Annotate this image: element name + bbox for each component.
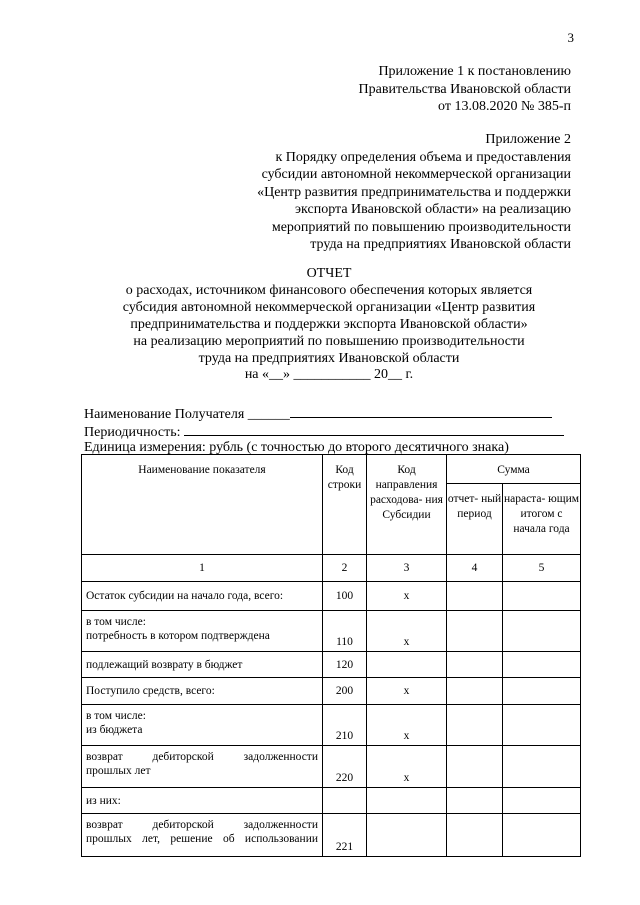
page-number: 3: [567, 30, 574, 45]
appendix-2-line: к Порядку определения объема и предоставления: [275, 149, 571, 165]
report-title-line: ОТЧЕТ: [306, 266, 352, 281]
row-label: из них:: [82, 788, 323, 814]
row-direction: [367, 814, 447, 857]
cell-period: [447, 678, 503, 705]
header-row-code: Код строки: [323, 455, 367, 555]
row-code: 221: [323, 814, 367, 857]
row-label-line: в том числе:: [86, 616, 146, 628]
recipient-label: Наименование Получателя ______: [84, 407, 290, 422]
row-direction: x: [367, 582, 447, 611]
header-cumulative: нараста- ющим итогом с начала года: [503, 484, 581, 555]
appendix-2-header: [257, 131, 571, 254]
table-row: [82, 582, 581, 611]
appendix-2-line: экспорта Ивановской области» на реализацию: [295, 202, 571, 217]
row-label-line: в том числе:: [86, 710, 146, 722]
report-title-line: предпринимательства и поддержки экспорта Ивановской области»: [130, 316, 528, 332]
table-row: [82, 746, 581, 788]
appendix-2-line: «Центр развития предпринимательства и поддержки: [257, 184, 571, 200]
row-label-line: потребность в котором подтверждена: [86, 630, 270, 642]
report-title: [0, 266, 640, 384]
row-direction: x: [367, 678, 447, 705]
table-row: [82, 678, 581, 705]
recipient-field: [84, 405, 552, 423]
table-row: [82, 705, 581, 746]
report-title-line: на реализацию мероприятий по повышению производительности: [133, 333, 525, 349]
appendix-2-line: субсидии автономной некоммерческой организации: [261, 167, 571, 182]
row-direction: x: [367, 746, 447, 788]
row-code: 210: [323, 705, 367, 746]
row-label-line: возврат дебиторской задолженности: [86, 751, 318, 763]
appendix-2-line: Приложение 2: [485, 132, 571, 147]
header-reporting-period: отчет- ный период: [447, 484, 503, 555]
cell-period: [447, 814, 503, 857]
table-row: [82, 611, 581, 652]
cell-cumulative: [503, 705, 581, 746]
cell-cumulative: [503, 746, 581, 788]
cell-period: [447, 652, 503, 678]
cell-cumulative: [503, 788, 581, 814]
appendix-1-header: [359, 63, 571, 116]
row-label: подлежащий возврату в бюджет: [82, 652, 323, 678]
row-label-line: из бюджета: [86, 724, 143, 736]
appendix-1-line: Приложение 1 к постановлению: [378, 64, 571, 79]
row-code: 200: [323, 678, 367, 705]
cell-cumulative: [503, 652, 581, 678]
appendix-2-line: труда на предприятиях Ивановской области: [310, 237, 571, 252]
cell-period: [447, 705, 503, 746]
col-number: 2: [323, 555, 367, 582]
report-date-line: на «__» ___________ 20__ г.: [244, 367, 414, 383]
header-sum: Сумма: [447, 455, 581, 484]
header-indicator: Наименование показателя: [82, 455, 323, 555]
table-row: [82, 788, 581, 814]
row-label-line: возврат дебиторской задолженности: [86, 819, 318, 831]
report-title-line: труда на предприятиях Ивановской области: [198, 350, 460, 366]
appendix-2-line: мероприятий по повышению производительности: [271, 219, 571, 235]
row-direction: x: [367, 705, 447, 746]
row-label: Остаток субсидии на начало года, всего:: [82, 582, 323, 611]
row-label: [82, 611, 323, 652]
cell-period: [447, 611, 503, 652]
cell-period: [447, 582, 503, 611]
row-code: [323, 788, 367, 814]
cell-cumulative: [503, 814, 581, 857]
table-row: [82, 652, 581, 678]
col-number: 5: [503, 555, 581, 582]
col-number: 3: [367, 555, 447, 582]
row-label: [82, 746, 323, 788]
cell-period: [447, 788, 503, 814]
header-direction-code: Код направления расходова- ния Субсидии: [367, 455, 447, 555]
row-code: 100: [323, 582, 367, 611]
report-title-line: о расходах, источником финансового обеспечения которых является: [125, 282, 533, 298]
periodicity-field: [84, 423, 564, 441]
recipient-blank-line: [290, 405, 552, 418]
cell-period: [447, 746, 503, 788]
cell-cumulative: [503, 678, 581, 705]
row-direction: x: [367, 611, 447, 652]
appendix-1-line: Правительства Ивановской области: [358, 81, 571, 97]
row-code: 110: [323, 611, 367, 652]
table-row: [82, 814, 581, 857]
unit-label: Единица измерения: рубль (с точностью до второго десятичного знака): [84, 440, 509, 455]
cell-cumulative: [503, 611, 581, 652]
row-code: 120: [323, 652, 367, 678]
row-label-line: прошлых лет: [86, 765, 151, 777]
report-table: [81, 454, 581, 857]
row-label: [82, 705, 323, 746]
row-direction: [367, 652, 447, 678]
cell-cumulative: [503, 582, 581, 611]
row-label: Поступило средств, всего:: [82, 678, 323, 705]
row-code: 220: [323, 746, 367, 788]
row-label: [82, 814, 323, 857]
row-label-line: прошлых лет, решение об использовании: [86, 833, 318, 845]
col-number: 1: [82, 555, 323, 582]
periodicity-label: Периодичность:: [84, 425, 185, 440]
periodicity-blank-line: [184, 423, 564, 436]
col-number: 4: [447, 555, 503, 582]
appendix-1-line: от 13.08.2020 № 385-п: [438, 99, 571, 114]
row-direction: [367, 788, 447, 814]
report-title-line: субсидия автономной некоммерческой организации «Центр развития: [122, 299, 536, 315]
